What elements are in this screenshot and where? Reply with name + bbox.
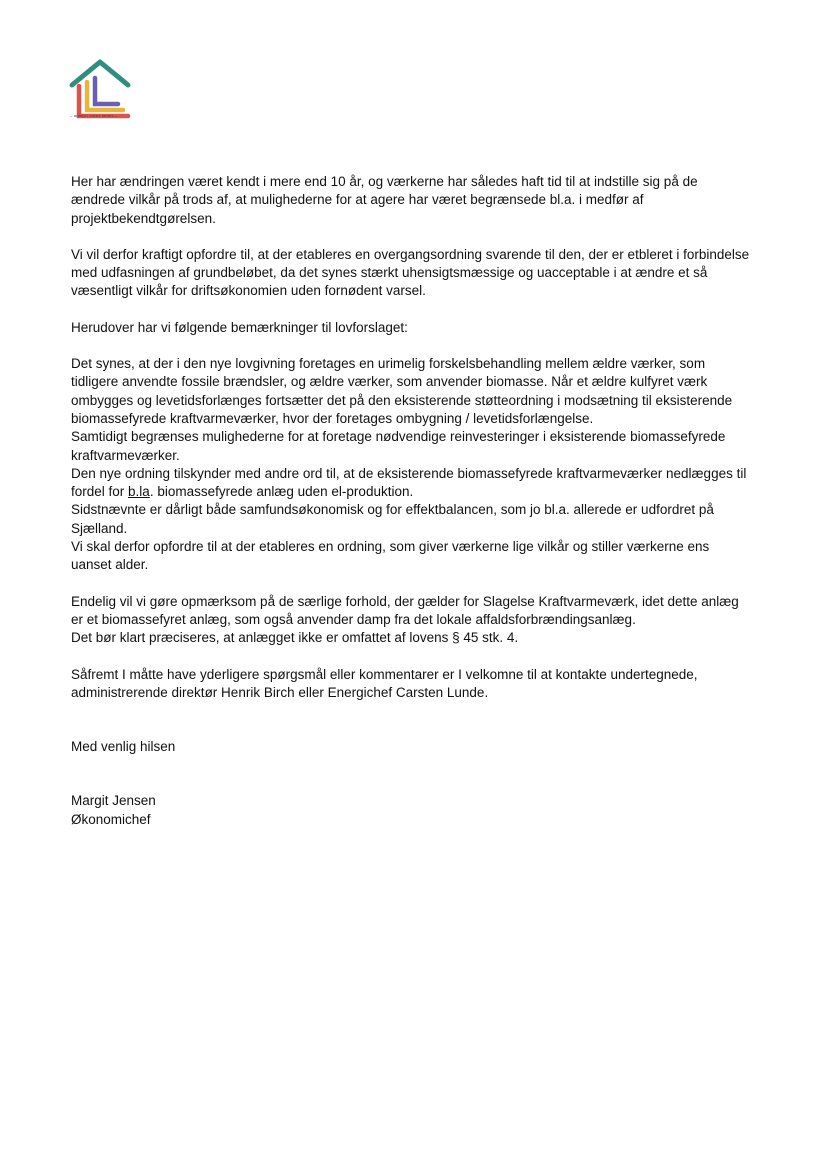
- paragraph-2: Vi vil derfor kraftigt opfordre til, at der etableres en overgangsordning svarende til den, der er etbleret i forbindelse med udfasningen af grundbeløbet, da det synes stærkt uhensigtsmæssige og uacceptable i at ændre et så væsentligt vilkår for driftsøkonomien uden fornødent varsel.: [71, 246, 750, 299]
- paragraph-4b: Samtidigt begrænses mulighederne for at foretage nødvendige reinvesteringer i eksisterende biomassefyrede kraftvarmeværker.: [71, 429, 726, 463]
- paragraph-4a: Det synes, at der i den nye lovgivning foretages en urimelig forskelsbehandling mellem ældre værker, som tidligere anvendte fossile brændsler, og ældre værker, som anvender biomasse. Når et ældre kulfyret værk ombygges og levetidsforlænges fortsætter det på den eksisterende støtteordning i modsætning til eksisterende biomassefyrede kraftvarmeværker, hvor der foretages ombygning / levetidsforlængelse.: [71, 356, 733, 426]
- logo-tagline: – arbejd i vores fælles –: [70, 113, 118, 118]
- paragraph-4d: Sidstnævnte er dårligt både samfundsøkonomisk og for effektbalancen, som jo bl.a. allerede er udfordret på Sjælland.: [71, 502, 714, 536]
- paragraph-1: Her har ændringen været kendt i mere end 10 år, og værkerne har således haft tid til at indstille sig på de ændrede vilkår på trods af, at mulighederne for at agere har været begrænsede bl.a. i medfør af projektbekendtgørelsen.: [71, 174, 698, 226]
- paragraph-5a: Endelig vil vi gøre opmærksom på de særlige forhold, der gælder for Slagelse Kraftvarmeværk, idet dette anlæg er et biomassefyret anlæg, som også anvender damp fra det lokale affaldsforbrændingsanlæg.: [71, 593, 739, 627]
- underlined-abbreviation: b.la: [128, 484, 150, 500]
- signature-name: Margit Jensen: [71, 793, 156, 809]
- paragraph-4c: [71, 465, 751, 502]
- paragraph-4c-end: . biomassefyrede anlæg uden el-produktion.: [149, 484, 414, 500]
- paragraph-4e: Vi skal derfor opfordre til at der etableres en ordning, som giver værkerne lige vilkår og stiller værkerne ens uanset alder.: [71, 539, 710, 573]
- paragraph-4c-start: Den nye ordning tilskynder med andre ord til, at de eksisterende biomassefyrede kraftvarmeværker nedlægges til fordel for: [71, 465, 747, 500]
- signature-title: Økonomichef: [71, 811, 151, 827]
- closing: Med venlig hilsen: [71, 739, 176, 755]
- paragraph-3: Herudover har vi følgende bemærkninger til lovforslaget:: [71, 319, 408, 335]
- paragraph-6: Såfremt I måtte have yderligere spørgsmål eller kommentarer er I velkomne til at kontakte undertegnede, administrerende direktør Henrik Birch eller Energichef Carsten Lunde.: [71, 666, 698, 700]
- paragraph-5b: Det bør klart præciseres, at anlægget ikke er omfattet af lovens § 45 stk. 4.: [71, 630, 519, 646]
- letter-body: [71, 173, 751, 829]
